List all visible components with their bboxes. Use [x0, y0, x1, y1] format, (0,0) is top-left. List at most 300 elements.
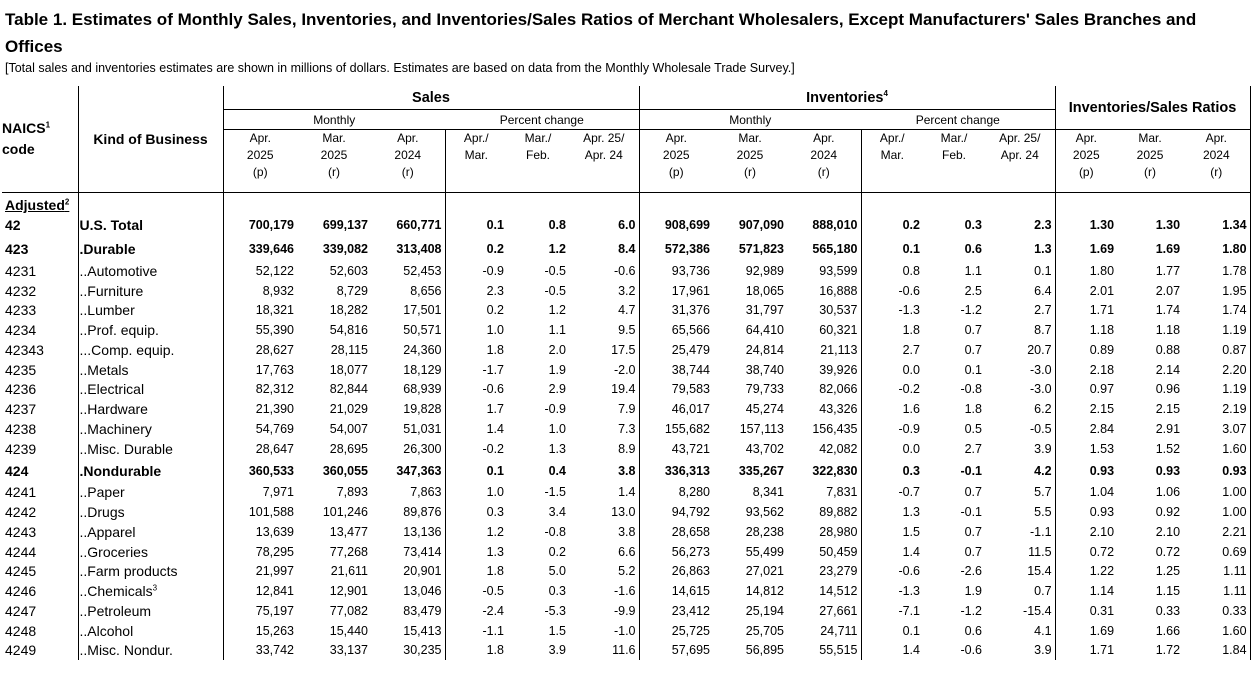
inventory-value-cell: 27,021 [745, 564, 784, 579]
ratio-value-cell: 1.84 [1183, 641, 1250, 661]
sales-value-cell: 13,046 [403, 584, 442, 599]
inventories-label: Inventories [806, 89, 884, 106]
kind-text: ..Prof. equip. [79, 322, 159, 339]
kind-text: ..Drugs [79, 504, 125, 521]
sales-pct-change-cell: -0.5 [544, 263, 566, 278]
ratio-value-cell: 1.00 [1183, 502, 1250, 522]
inventory-pct-change-cell: 5.7 [985, 483, 1055, 503]
inventory-pct-change-cell: -0.7 [861, 483, 923, 503]
sales-value-cell: 660,771 [396, 218, 442, 232]
sales-value-cell: 75,197 [223, 601, 297, 621]
sales-value-cell: 7,863 [410, 485, 442, 500]
kind-of-business-cell [78, 213, 223, 237]
inventory-value-cell: 7,831 [826, 485, 858, 500]
inventory-value-cell: 336,313 [639, 459, 713, 483]
ratio-value-cell: 2.21 [1183, 522, 1250, 542]
footnote-marker: 4 [883, 88, 888, 98]
ratio-value-cell: 0.93 [1055, 459, 1117, 483]
ratio-value-cell: 1.18 [1155, 323, 1181, 338]
inventory-pct-change-cell: 3.9 [985, 439, 1055, 459]
sales-value-cell: 54,007 [329, 421, 368, 436]
ratio-value-cell: 0.93 [1183, 459, 1250, 483]
naics-code-cell: 4243 [5, 523, 37, 540]
sales-value-cell: 7,893 [336, 485, 368, 500]
ratio-value-cell: 1.04 [1055, 483, 1117, 503]
inventory-value-cell: 28,658 [639, 522, 713, 542]
inventories-col-apr-2025 [639, 130, 713, 193]
kind-text: ..Alcohol [79, 622, 134, 639]
inventory-pct-change-cell: 0.5 [964, 421, 982, 436]
sales-pct-change-cell: 2.9 [548, 382, 566, 397]
naics-code-cell: 4233 [5, 302, 37, 319]
inventory-value-cell: 23,279 [819, 564, 858, 579]
inventory-pct-change-cell: 1.6 [861, 399, 923, 419]
kind-cell-empty [78, 193, 223, 214]
column-header-line: Mar. [464, 148, 488, 162]
ratio-value-cell: 1.06 [1155, 485, 1181, 500]
sales-pct-change-cell: 3.8 [569, 522, 639, 542]
ratio-value-cell: 1.72 [1155, 643, 1181, 658]
sales-pct-change-cell: 1.7 [445, 399, 507, 419]
sales-value-cell: 339,082 [322, 242, 368, 256]
inventories-col-mar-2025 [713, 130, 787, 193]
ratio-value-cell: 0.92 [1155, 505, 1181, 520]
empty-cell [985, 193, 1055, 214]
sales-value-cell: 360,055 [322, 463, 368, 478]
ratio-value-cell: 0.31 [1055, 601, 1117, 621]
naics-code-cell: 4249 [5, 642, 37, 659]
kind-of-business-cell [78, 399, 223, 419]
naics-code-cell: 4232 [5, 282, 37, 299]
ratio-value-cell: 2.20 [1183, 360, 1250, 380]
sales-pct-change-cell: 5.0 [548, 564, 566, 579]
table-row [2, 320, 1250, 340]
sales-pct-change-cell: 1.2 [445, 522, 507, 542]
sales-value-cell: 26,300 [403, 441, 442, 456]
inventory-value-cell: 27,661 [819, 603, 858, 618]
kind-of-business-cell [78, 320, 223, 340]
inventory-value-cell: 25,479 [639, 340, 713, 360]
inventory-pct-change-cell: -15.4 [985, 601, 1055, 621]
sales-pct-change-cell: 1.8 [445, 641, 507, 661]
inventory-pct-change-cell: 1.3 [985, 237, 1055, 261]
inventory-value-cell: 25,725 [639, 621, 713, 641]
sales-value-cell: 8,932 [223, 281, 297, 301]
table-row [2, 301, 1250, 321]
naics-code-cell: 4234 [5, 322, 37, 339]
kind-text: ..Machinery [79, 420, 152, 437]
column-header-line: Apr./ [463, 131, 489, 145]
sales-pct-change-cell: 0.1 [445, 459, 507, 483]
column-header-line: (r) [328, 165, 340, 179]
inventory-value-cell: 24,814 [745, 342, 784, 357]
ratio-value-cell: 0.69 [1183, 542, 1250, 562]
kind-text: ..Automotive [79, 262, 158, 279]
column-header-line: (p) [668, 165, 684, 179]
empty-cell [1183, 193, 1250, 214]
inventory-pct-change-cell: 1.8 [861, 320, 923, 340]
table-row [2, 459, 1250, 483]
ratio-value-cell: 0.96 [1155, 382, 1181, 397]
ratio-value-cell: 1.11 [1183, 581, 1250, 601]
naics-code-cell: 4244 [5, 543, 37, 560]
kind-text: .Nondurable [79, 462, 162, 479]
sales-pct-change-cell: 17.5 [569, 340, 639, 360]
table-row [2, 522, 1250, 542]
inventory-value-cell: 64,410 [745, 323, 784, 338]
inventory-value-cell: 572,386 [639, 237, 713, 261]
sales-pct-change-cell: 7.3 [569, 419, 639, 439]
inventories-monthly-subheader: Monthly [639, 110, 861, 130]
kind-text: ..Electrical [79, 381, 145, 398]
ratio-value-cell: 2.07 [1155, 283, 1181, 298]
kind-of-business-cell [78, 439, 223, 459]
kind-text: ..Groceries [79, 543, 148, 560]
inventory-value-cell: 571,823 [738, 242, 784, 256]
kind-of-business-cell [78, 360, 223, 380]
ratio-value-cell: 3.07 [1183, 419, 1250, 439]
empty-cell [861, 193, 923, 214]
sales-value-cell: 19,828 [403, 402, 442, 417]
naics-code-cell: 424 [5, 462, 29, 479]
inventory-pct-change-cell: -0.1 [960, 463, 982, 478]
column-header-line: (r) [1210, 165, 1223, 179]
ratio-value-cell: 1.19 [1183, 380, 1250, 400]
ratio-value-cell: 2.10 [1155, 524, 1181, 539]
sales-value-cell: 347,363 [396, 463, 442, 478]
table-row [2, 641, 1250, 661]
naics-code-cell: 4245 [5, 563, 37, 580]
inventory-value-cell: 60,321 [819, 323, 858, 338]
inventory-value-cell: 89,882 [819, 505, 858, 520]
ratio-value-cell: 1.66 [1155, 623, 1181, 638]
sales-value-cell: 13,639 [223, 522, 297, 542]
kind-text: ..Apparel [79, 523, 136, 540]
sales-col-apr-2025 [223, 130, 297, 193]
naics-code-cell: 423 [5, 241, 29, 257]
inventory-pct-change-cell: 0.2 [861, 213, 923, 237]
inventory-value-cell: 335,267 [738, 463, 784, 478]
sales-value-cell: 78,295 [223, 542, 297, 562]
table-row [2, 340, 1250, 360]
sales-pct-change-cell: 1.5 [548, 623, 566, 638]
sales-value-cell: 101,588 [223, 502, 297, 522]
inventory-pct-change-cell: 4.1 [985, 621, 1055, 641]
sales-pct-change-cell: 2.3 [445, 281, 507, 301]
ratio-value-cell: 0.93 [1155, 463, 1181, 478]
kind-of-business-cell [78, 542, 223, 562]
inventory-value-cell: 8,280 [639, 483, 713, 503]
kind-of-business-cell [78, 581, 223, 601]
column-header-line: Mar./ [524, 131, 552, 145]
inventory-pct-change-cell: -3.0 [985, 360, 1055, 380]
kind-text: ..Metals [79, 361, 129, 378]
inventory-pct-change-cell: -1.1 [985, 522, 1055, 542]
table-row [2, 439, 1250, 459]
ratio-value-cell: 1.77 [1155, 263, 1181, 278]
sales-pct-change-cell: 9.5 [569, 320, 639, 340]
inventory-pct-change-cell: 0.7 [964, 323, 982, 338]
sales-pct-change-cell: 3.9 [548, 643, 566, 658]
ratio-value-cell: 1.14 [1055, 581, 1117, 601]
inventory-pct-change-cell: -2.6 [960, 564, 982, 579]
sales-value-cell: 12,841 [223, 581, 297, 601]
sales-col-apr-mar [445, 130, 507, 193]
ratio-value-cell: 1.80 [1183, 237, 1250, 261]
sales-value-cell: 101,246 [322, 505, 368, 520]
kind-text: ..Petroleum [79, 602, 152, 619]
kind-of-business-header: Kind of Business [78, 86, 223, 193]
inventory-value-cell: 93,736 [639, 261, 713, 281]
inventory-value-cell: 14,615 [639, 581, 713, 601]
sales-pct-change-cell: -0.2 [445, 439, 507, 459]
inventory-value-cell: 45,274 [745, 402, 784, 417]
inventory-value-cell: 21,113 [820, 342, 858, 357]
column-header-line: (p) [1078, 165, 1094, 179]
inventory-value-cell: 23,412 [639, 601, 713, 621]
naics-code-cell: 4239 [5, 440, 37, 457]
kind-text: ..Furniture [79, 282, 144, 299]
inventory-pct-change-cell: 15.4 [985, 562, 1055, 582]
inventory-pct-change-cell: 0.1 [861, 237, 923, 261]
sales-pct-change-cell: 4.7 [569, 301, 639, 321]
inventory-pct-change-cell: 6.2 [985, 399, 1055, 419]
sales-pct-change-cell: 1.0 [445, 320, 507, 340]
inventory-value-cell: 56,895 [745, 643, 784, 658]
empty-cell [713, 193, 787, 214]
ratio-value-cell: 2.01 [1055, 281, 1117, 301]
sales-value-cell: 17,763 [223, 360, 297, 380]
inventory-pct-change-cell: 5.5 [985, 502, 1055, 522]
sales-value-cell: 7,971 [223, 483, 297, 503]
sales-value-cell: 13,477 [329, 524, 368, 539]
inventory-pct-change-cell: 3.9 [985, 641, 1055, 661]
inventory-pct-change-cell: 2.7 [861, 340, 923, 360]
empty-cell [297, 193, 371, 214]
sales-value-cell: 339,646 [223, 237, 297, 261]
naics-code-cell: 42343 [5, 341, 44, 358]
table-row [2, 419, 1250, 439]
sales-pct-change-cell: 0.4 [548, 463, 566, 478]
sales-pct-change-cell: 1.2 [548, 242, 566, 256]
sales-pct-change-cell: 3.2 [569, 281, 639, 301]
sales-pct-change-cell: 6.0 [569, 213, 639, 237]
table-row [2, 483, 1250, 503]
sales-value-cell: 83,479 [403, 603, 442, 618]
sales-value-cell: 52,603 [329, 263, 368, 278]
column-header-line: Apr. [1205, 131, 1227, 145]
sales-pct-change-cell: 1.1 [548, 323, 566, 338]
column-header-line: Mar./ [940, 131, 968, 145]
sales-value-cell: 21,611 [330, 564, 368, 579]
inventory-value-cell: 157,113 [739, 421, 784, 436]
ratio-value-cell: 1.95 [1183, 281, 1250, 301]
table-row [2, 360, 1250, 380]
sales-group-header: Sales [223, 86, 639, 110]
ratio-value-cell: 0.33 [1183, 601, 1250, 621]
inventory-pct-change-cell: -0.2 [861, 380, 923, 400]
sales-value-cell: 55,390 [223, 320, 297, 340]
ratio-col-mar-2025 [1117, 130, 1183, 193]
inventory-pct-change-cell: 0.7 [964, 342, 982, 357]
empty-cell [639, 193, 713, 214]
sales-value-cell: 82,844 [329, 382, 368, 397]
sales-pct-change-cell: -1.0 [569, 621, 639, 641]
inventory-value-cell: 93,562 [745, 505, 784, 520]
naics-code-header [2, 86, 78, 193]
inventory-pct-change-cell: 4.2 [985, 459, 1055, 483]
ratio-value-cell: 1.60 [1183, 439, 1250, 459]
sales-pct-change-cell: 1.0 [445, 483, 507, 503]
inventory-pct-change-cell: -0.5 [985, 419, 1055, 439]
sales-col-mar-feb [507, 130, 569, 193]
sales-value-cell: 18,282 [329, 303, 368, 318]
sales-value-cell: 52,122 [223, 261, 297, 281]
column-header-line: Apr. [665, 131, 687, 145]
sales-pct-change-cell: 0.2 [548, 544, 566, 559]
column-header-line: 2025 [246, 148, 274, 162]
kind-of-business-cell [78, 301, 223, 321]
ratio-value-cell: 0.93 [1055, 502, 1117, 522]
sales-pct-change-cell: 8.9 [569, 439, 639, 459]
sales-monthly-subheader: Monthly [223, 110, 445, 130]
column-header-line: 2025 [736, 148, 764, 162]
sales-value-cell: 54,816 [329, 323, 368, 338]
sales-pct-change-cell: 3.4 [548, 505, 566, 520]
footnote-marker: 2 [64, 197, 70, 207]
ratio-value-cell: 1.22 [1055, 562, 1117, 582]
inventory-value-cell: 38,740 [745, 362, 784, 377]
ratio-value-cell: 2.91 [1155, 421, 1181, 436]
inventory-pct-change-cell: 11.5 [985, 542, 1055, 562]
ratio-value-cell: 1.52 [1155, 441, 1181, 456]
kind-text: ..Hardware [79, 401, 148, 418]
sales-value-cell: 8,729 [336, 283, 368, 298]
sales-pct-change-cell: 5.2 [569, 562, 639, 582]
sales-value-cell: 699,137 [322, 218, 368, 232]
inventory-value-cell: 26,863 [639, 562, 713, 582]
ratio-value-cell: 1.69 [1055, 237, 1117, 261]
sales-value-cell: 21,029 [329, 402, 368, 417]
sales-pct-change-cell: -1.5 [544, 485, 566, 500]
inventories-percent-change-subheader: Percent change [861, 110, 1055, 130]
inventory-value-cell: 14,512 [819, 584, 858, 599]
inventory-pct-change-cell: 8.7 [985, 320, 1055, 340]
ratio-value-cell: 2.10 [1055, 522, 1117, 542]
sales-pct-change-cell: 1.8 [445, 340, 507, 360]
inventories-col-apr-mar [861, 130, 923, 193]
inventory-pct-change-cell: 1.3 [861, 502, 923, 522]
table-row [2, 237, 1250, 261]
inventory-value-cell: 25,705 [745, 623, 784, 638]
sales-pct-change-cell: -2.0 [569, 360, 639, 380]
empty-cell [371, 193, 445, 214]
sales-value-cell: 18,077 [329, 362, 368, 377]
sales-pct-change-cell: 1.4 [445, 419, 507, 439]
inventory-value-cell: 30,537 [819, 303, 858, 318]
ratio-value-cell: 1.69 [1155, 242, 1181, 256]
table-row [2, 281, 1250, 301]
inventory-value-cell: 28,980 [819, 524, 858, 539]
ratio-value-cell: 2.14 [1155, 362, 1181, 377]
wholesale-estimates-table [2, 86, 1251, 660]
naics-label: NAICS [2, 120, 46, 136]
kind-of-business-cell [78, 459, 223, 483]
column-header-line: 2025 [1072, 148, 1100, 162]
sales-pct-change-cell: 8.4 [569, 237, 639, 261]
sales-pct-change-cell: -0.9 [544, 402, 566, 417]
sales-value-cell: 28,695 [329, 441, 368, 456]
inventory-value-cell: 56,273 [639, 542, 713, 562]
inventory-value-cell: 55,499 [745, 544, 784, 559]
ratio-value-cell: 0.33 [1155, 603, 1181, 618]
kind-of-business-cell [78, 281, 223, 301]
inventory-pct-change-cell: -1.3 [861, 581, 923, 601]
inventory-value-cell: 50,459 [819, 544, 858, 559]
ratio-value-cell: 1.74 [1183, 301, 1250, 321]
sales-pct-change-cell: -0.5 [445, 581, 507, 601]
inventory-value-cell: 55,515 [819, 643, 858, 658]
sales-value-cell: 313,408 [396, 242, 442, 256]
sales-pct-change-cell: 0.8 [548, 218, 566, 232]
section-row-adjusted [2, 193, 1250, 214]
table-row [2, 601, 1250, 621]
sales-pct-change-cell: 0.3 [548, 584, 566, 599]
kind-text: ..Paper [79, 484, 125, 501]
column-header-line: Apr. [1075, 131, 1097, 145]
ratio-value-cell: 1.18 [1055, 320, 1117, 340]
empty-cell [787, 193, 861, 214]
ratio-value-cell: 1.80 [1055, 261, 1117, 281]
section-label [2, 193, 78, 214]
naics-code-cell: 4248 [5, 622, 37, 639]
column-header-line: Mar. [880, 148, 904, 162]
inventory-value-cell: 42,082 [819, 441, 858, 456]
inventory-pct-change-cell: 0.3 [964, 218, 982, 232]
inventory-pct-change-cell: -0.6 [960, 643, 982, 658]
sales-pct-change-cell: 3.8 [569, 459, 639, 483]
sales-value-cell: 360,533 [223, 459, 297, 483]
naics-code-cell: 4238 [5, 420, 37, 437]
inventory-value-cell: 57,695 [639, 641, 713, 661]
inventory-pct-change-cell: 0.8 [861, 261, 923, 281]
sales-value-cell: 12,901 [329, 584, 368, 599]
sales-pct-change-cell: 2.0 [548, 342, 566, 357]
kind-of-business-cell [78, 621, 223, 641]
ratio-value-cell: 1.30 [1055, 213, 1117, 237]
sales-pct-change-cell: 6.6 [569, 542, 639, 562]
inventory-value-cell: 322,830 [812, 463, 858, 478]
inventory-value-cell: 93,599 [819, 263, 858, 278]
column-header-line: 2025 [1136, 148, 1164, 162]
inventory-value-cell: 79,733 [745, 382, 784, 397]
sales-percent-change-subheader: Percent change [445, 110, 639, 130]
kind-of-business-cell [78, 419, 223, 439]
sales-value-cell: 17,501 [403, 303, 442, 318]
ratio-value-cell: 1.15 [1155, 584, 1181, 599]
kind-text: ...Comp. equip. [79, 341, 175, 358]
empty-cell [507, 193, 569, 214]
inventories-col-mar-feb [923, 130, 985, 193]
inventory-value-cell: 16,888 [819, 283, 858, 298]
inventories-group-header [639, 86, 1055, 110]
empty-cell [1117, 193, 1183, 214]
inventory-pct-change-cell: -1.2 [960, 303, 982, 318]
sales-pct-change-cell: 1.4 [569, 483, 639, 503]
table-header [2, 86, 1250, 193]
column-header-line: Apr. 24 [584, 148, 623, 162]
empty-cell [223, 193, 297, 214]
